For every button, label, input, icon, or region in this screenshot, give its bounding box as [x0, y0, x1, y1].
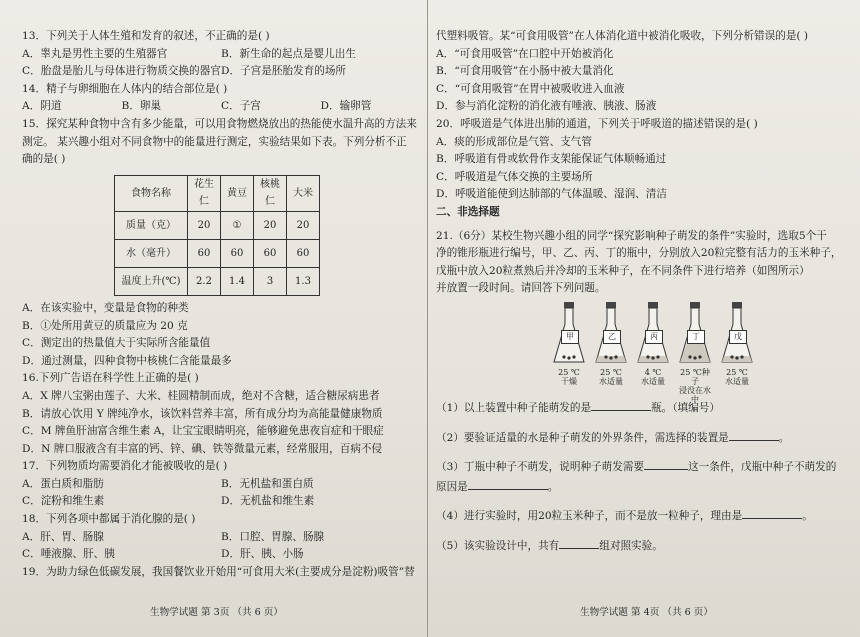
q15-option-d: D．通过测量，四种食物中核桃仁含能量最多	[22, 354, 232, 367]
q13-option-d: D．子宫是胚胎发育的场所	[221, 65, 347, 78]
answer-blank[interactable]	[559, 536, 599, 549]
flask-condition: 水适量	[725, 376, 749, 386]
table-cell: 质量（克）	[115, 211, 188, 239]
table-cell: 60	[287, 239, 320, 267]
q21-sub4-tail: 。	[802, 510, 813, 523]
left-page	[22, 28, 420, 581]
q18-option-d: D．肝、胰、小肠	[221, 548, 304, 561]
q16-option-d: D．N 牌口服液含有丰富的钙、锌、碘、铁等微量元素，经常服用，百病不侵	[22, 442, 383, 455]
q14-option-b: B．卵巢	[121, 100, 162, 113]
table-cell: 20	[254, 211, 287, 239]
table-header-cell: 花生仁	[188, 175, 221, 211]
q21-sub2-tail: 。	[778, 431, 790, 444]
answer-blank[interactable]	[644, 457, 688, 470]
table-header-cell: 食物名称	[115, 175, 188, 211]
flask-condition: 水适量	[641, 376, 665, 386]
q18-options-ab	[22, 529, 420, 547]
flask-temp: 4 ℃	[644, 367, 662, 377]
q20-stem: 20．呼吸道是气体进出肺的通道，下列关于呼吸道的描述错误的是( )	[436, 117, 758, 130]
q16-option-b: B．请放心饮用 Y 牌纯净水，该饮料营养丰富，所有成分均为高能量健康物质	[22, 407, 383, 420]
q13-options-cd	[22, 63, 420, 81]
q15-option-c: C．测定出的热量值大于实际所含能量值	[22, 337, 211, 350]
q18-stem: 18．下列各项中都属于消化腺的是( )	[22, 513, 196, 526]
table-cell: 水（毫升）	[115, 239, 188, 267]
q21-stem-line2: 净的锥形瓶进行编号，甲、乙、丙、丁的瓶中，分别放入20粒完整有活力的玉米种子，	[436, 247, 841, 260]
q17-options-ab	[22, 476, 420, 494]
q13-stem: 13．下列关于人体生殖和发育的叙述，不正确的是( )	[22, 30, 270, 42]
table-row	[115, 267, 320, 295]
flask-temp: 25 ℃种子	[680, 367, 710, 386]
answer-blank[interactable]	[591, 398, 651, 411]
flask-ding	[678, 302, 712, 404]
q18-option-b: B．口腔、胃腺、肠腺	[221, 530, 325, 543]
flask-condition: 浸没在水中	[679, 385, 711, 404]
q15-stem-line1: 15．探究某种食物中含有多少能量，可以用食物燃烧放出的热能使水温升高的方法来	[22, 117, 417, 130]
q15-stem-line3: 确的是( )	[22, 153, 66, 166]
table-header-cell: 黄豆	[221, 175, 254, 211]
q14-option-c: C．子宫	[221, 100, 261, 113]
q14-option-a: A．阴道	[22, 100, 62, 113]
q21-stem-line1: 21.（6分）某校生物兴趣小组的同学“探究影响种子萌发的条件”实验时，选取5个干	[436, 229, 827, 242]
food-energy-table	[114, 175, 320, 296]
flask-wu	[720, 302, 754, 386]
table-header-cell: 大米	[287, 175, 320, 211]
q17-options-cd	[22, 493, 420, 511]
flask-diagram	[436, 302, 841, 404]
q14-options	[22, 98, 420, 116]
q14-stem: 14．精子与卵细胞在人体内的结合部位是( )	[22, 82, 228, 95]
q17-option-c: C．淀粉和维生素	[22, 495, 105, 508]
q21-stem-line4: 并放置一段时间。请回答下列问题。	[436, 282, 606, 295]
q20-option-c: C．呼吸道是气体交换的主要场所	[436, 170, 593, 183]
table-cell: 2.2	[188, 267, 221, 295]
right-page	[436, 28, 841, 555]
q21-sub3-tail: 。	[547, 480, 559, 493]
q20-option-a: A．痰的形成部位是气管、支气管	[436, 135, 592, 148]
q15-option-a: A．在该实验中，变量是食物的种类	[22, 301, 189, 314]
q19-stem-continued: 代塑料吸管。某“可食用吸管”在人体消化道中被消化吸收，下列分析错误的是( )	[436, 30, 809, 42]
q21-sub3-line2	[436, 477, 841, 497]
table-cell: 温度上升(℃)	[115, 267, 188, 295]
answer-blank[interactable]	[729, 428, 779, 441]
table-row	[115, 211, 320, 239]
flask-bing	[636, 302, 670, 386]
table-cell: 60	[221, 239, 254, 267]
table-cell: 20	[287, 211, 320, 239]
q21-sub3-text: （3）丁瓶中种子不萌发，说明种子萌发需要	[436, 461, 645, 474]
q21-sub1-tail: 瓶。（填编号）	[651, 401, 720, 414]
table-cell: 20	[188, 211, 221, 239]
section-heading: 二、非选择题	[436, 205, 500, 218]
q15-option-b: B．①处所用黄豆的质量应为 20 克	[22, 319, 188, 332]
flask-jia	[552, 302, 586, 386]
q19-option-d: D．参与消化淀粉的消化液有唾液、胰液、肠液	[436, 100, 657, 113]
q13-option-a: A．睾丸是男性主要的生殖器官	[22, 47, 168, 60]
q21-sub1	[436, 398, 841, 418]
q15-stem-line2: 测定。 某兴趣小组对不同食物中的能量进行测定，实验结果如下表。下列分析不正	[22, 135, 407, 148]
flask-condition: 干燥	[561, 376, 577, 386]
q13-options-ab	[22, 46, 420, 64]
q17-option-a: A．蛋白质和脂肪	[22, 477, 104, 490]
flask-yi	[594, 302, 628, 386]
q21-sub3	[436, 457, 841, 477]
page-divider	[427, 0, 428, 637]
q16-option-a: A．X 牌八宝粥由莲子、大米、桂圆精制而成，绝对不含糖，适合糖尿病患者	[22, 389, 380, 402]
flask-temp: 25 ℃	[558, 367, 580, 377]
q17-option-d: D．无机盐和维生素	[221, 495, 315, 508]
flask-label: 丙	[645, 330, 663, 344]
q18-option-c: C．唾液腺、肝、胰	[22, 548, 115, 561]
left-page-footer: 生物学试题 第 3页 （共 6 页）	[150, 607, 283, 618]
q21-sub2-text: （2）要验证适量的水是种子萌发的外界条件，需选择的装置是	[436, 431, 729, 444]
flask-temp: 25 ℃	[726, 367, 748, 377]
table-cell: 60	[254, 239, 287, 267]
table-cell: 1.3	[287, 267, 320, 295]
q21-sub4-text: （4）进行实验时，用20粒玉米种子，而不是放一粒种子，理由是	[436, 510, 743, 523]
q21-sub2	[436, 428, 841, 448]
answer-blank[interactable]	[468, 477, 548, 490]
q19-stem: 19．为助力绿色低碳发展，我国餐饮业开始用“可食用大米(主要成分是淀粉)吸管”替	[22, 565, 415, 578]
table-cell: 3	[254, 267, 287, 295]
q16-option-c: C．M 牌鱼肝油富含维生素 A，让宝宝眼睛明亮，能够避免患夜盲症和干眼症	[22, 425, 384, 438]
table-header-cell: 核桃仁	[254, 175, 287, 211]
q21-sub5-text: （5）该实验设计中，共有	[436, 539, 560, 552]
q14-option-d: D．输卵管	[320, 100, 372, 113]
q21-sub5-tail: 组对照实验。	[599, 539, 663, 552]
q17-option-b: B．无机盐和蛋白质	[221, 477, 314, 490]
table-row	[115, 239, 320, 267]
q21-stem-line3: 戊瓶中放入20粒煮熟后并冷却的玉米种子，在不同条件下进行培养（如图所示）	[436, 264, 810, 277]
table-header-row	[115, 175, 320, 211]
q21-sub3-mid: 这一条件，戊瓶中种子不萌发的	[688, 461, 837, 474]
flask-temp: 25 ℃	[600, 367, 622, 377]
flask-label: 甲	[561, 330, 579, 344]
table-cell: ①	[221, 211, 254, 239]
q20-option-b: B．呼吸道有骨或软骨作支架能保证气体顺畅通过	[436, 153, 667, 166]
q16-stem: 16.下列广告语在科学性上正确的是( )	[22, 372, 199, 385]
flask-label: 丁	[687, 330, 705, 344]
right-page-footer: 生物学试题 第 4页 （共 6 页）	[580, 607, 713, 618]
q21-sub1-text: （1）以上装置中种子能萌发的是	[436, 401, 592, 414]
q21-sub3-reason: 原因是	[436, 480, 468, 493]
flask-label: 乙	[603, 330, 621, 344]
table-cell: 1.4	[221, 267, 254, 295]
q18-options-cd	[22, 546, 420, 564]
q18-option-a: A．肝、胃、肠腺	[22, 530, 104, 543]
flask-label: 戊	[729, 330, 747, 344]
q19-option-c: C．“可食用吸管”在胃中被吸收进入血液	[436, 82, 625, 95]
q21-sub4	[436, 506, 841, 526]
q17-stem: 17．下列物质均需要消化才能被吸收的是( )	[22, 460, 228, 473]
q21-sub5	[436, 536, 841, 556]
table-cell: 60	[188, 239, 221, 267]
flask-condition: 水适量	[599, 376, 623, 386]
q19-option-b: B．“可食用吸管”在小肠中被大量消化	[436, 65, 614, 78]
q20-option-d: D．呼吸道能使到达肺部的气体温暖、湿润、清洁	[436, 188, 667, 201]
q13-option-c: C．胎盘是胎儿与母体进行物质交换的器官	[22, 65, 221, 78]
q13-option-b: B．新生命的起点是婴儿出生	[221, 47, 356, 60]
answer-blank[interactable]	[742, 506, 802, 519]
q19-option-a: A．“可食用吸管”在口腔中开始被消化	[436, 47, 614, 60]
